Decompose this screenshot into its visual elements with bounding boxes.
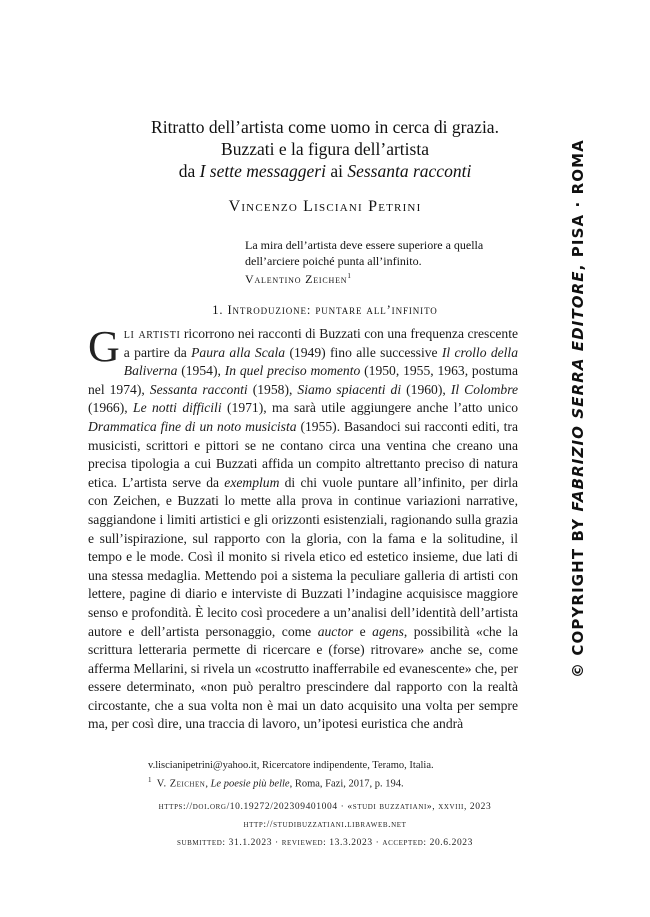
title-line-2: Buzzati e la figura dell’artista	[221, 139, 429, 159]
section-heading: 1. Introduzione: puntare all’infinito	[212, 303, 438, 317]
body-segment: (1949) fino alle successive	[285, 344, 442, 360]
body-segment: di chi vuole puntare all’infinito, per dirla con Zeichen, e Buzzati lo mette alla prova in continue variazioni narrative, saggiandone i limiti artistici e gli orizzonti esistenziali, ragionando sulla grazia e sull’ispirazione, sul rapporto con la gloria, con la fama e la solitudine, il tempo e le mode. Così il monito si rivela etico ed estetico insieme, due lati di una stessa medaglia. Mettendo poi a sistema la peculiare galleria di artisti con lettere, pagine di diario e interviste di Buzzati l’indagine acquisisce maggiore senso e profondità. È lecito così procedere a un’analisi dell’identità dell’artista autore e dell’artista personaggio, come	[88, 474, 518, 639]
author-name: Vincenzo Lisciani Petrini	[228, 198, 422, 215]
epigraph-source	[245, 269, 535, 288]
footnote-title: Le poesie più belle	[210, 778, 290, 790]
drop-cap: G	[88, 322, 120, 371]
copyright-prefix: © COPYRIGHT BY	[569, 511, 587, 678]
copyright-notice	[569, 139, 587, 678]
body-work-title: Il crollo della Baliverna	[123, 344, 518, 379]
copyright-publisher: FABRIZIO SERRA EDITORE	[569, 270, 587, 512]
title-line-3	[60, 160, 590, 182]
title-line-3-work-1: I sette messaggeri	[199, 161, 326, 181]
body-segment: (1958),	[247, 381, 298, 397]
footnote-1	[148, 773, 528, 792]
body-segment: (1955). Basandoci sui racconti editi, tra musicisti, scrittori e pittori se ne contano circa una ventina che creano una precisa tipologia a cui Buzzati affida un compito altrettanto preciso di natura etica. L’artista serve da	[88, 418, 518, 490]
submission-dates: submitted: 31.1.2023 · reviewed: 13.3.2023 · accepted: 20.6.2023	[176, 838, 474, 848]
title-line-3-mid: ai	[325, 161, 348, 181]
title-line-1: Ritratto dell’artista come uomo in cerca di grazia.	[151, 117, 499, 137]
body-segment: (1971), ma sarà utile aggiungere anche l’atto unico	[221, 400, 518, 416]
author-contact: v.liscianipetrini@yahoo.it, Ricercatore indipendente, Teramo, Italia.	[148, 760, 434, 771]
journal-url[interactable]: http://studibuzzatiani.libraweb.net	[243, 820, 407, 830]
body-segment: , possibilità «che la scrittura letteraria permette di ricercare e (forse) ritrovare» anche se, come afferma Mellarini, si rivela un «costrutto inafferrabile ed evanescente» che, per essere determinato, «non può peraltro prescindere dal rapporto con la realtà circostante, che a sua volta non è mai un dato acquisito una volta per sempre ma, per così dire, una traccia di lavoro, un’ipotesi euristica che andrà	[88, 623, 518, 732]
doi-line[interactable]: https://doi.org/10.19272/202309401004 · «studi buzzatiani», xxviii, 2023	[158, 802, 492, 812]
body-work-title: Drammatica fine di un noto musicista	[88, 418, 297, 434]
body-segment: e	[353, 623, 373, 639]
body-work-title: Le notti difficili	[133, 400, 222, 416]
footnote-number: 1	[148, 776, 152, 784]
body-work-title: Il Colombre	[450, 381, 519, 397]
body-latin-term: exemplum	[224, 474, 280, 490]
body-work-title: Sessanta racconti	[149, 381, 248, 397]
body-segment: ricorrono nei racconti di Buzzati con una frequenza crescente a partire da	[123, 326, 518, 360]
body-opening: li artisti	[123, 326, 181, 341]
body-work-title: Siamo spiacenti di	[297, 381, 402, 397]
body-segment: (1954),	[177, 363, 225, 379]
article-title	[60, 116, 590, 182]
epigraph-line-1: La mira dell’artista deve essere superiore a quella	[245, 238, 484, 252]
footnotes	[148, 758, 528, 792]
body-work-title: In quel preciso momento	[224, 363, 361, 379]
epigraph	[245, 238, 535, 288]
copyright-suffix: , PISA · ROMA	[569, 139, 587, 271]
title-line-3-prefix: da	[178, 161, 200, 181]
footnote-details: , Roma, Fazi, 2017, p. 194.	[289, 778, 404, 790]
footnote-separator: ,	[205, 778, 211, 790]
body-segment: (1950, 1955, 1963, postuma nel 1974),	[88, 363, 518, 397]
body-latin-term: agens	[372, 623, 404, 639]
body-latin-term: auctor	[317, 623, 354, 639]
body-segment: (1960),	[401, 381, 451, 397]
epigraph-line-2: dell’arciere poiché punta all’infinito.	[245, 253, 422, 268]
epigraph-author: Valentino Zeichen	[245, 272, 348, 286]
body-work-title: Paura alla Scala	[191, 344, 286, 360]
footnote-author: V. Zeichen	[156, 778, 206, 790]
body-segment: (1966),	[88, 400, 134, 416]
footnote-ref-1: 1	[347, 272, 351, 280]
body-text	[88, 322, 519, 734]
title-line-3-work-2: Sessanta racconti	[347, 161, 472, 181]
